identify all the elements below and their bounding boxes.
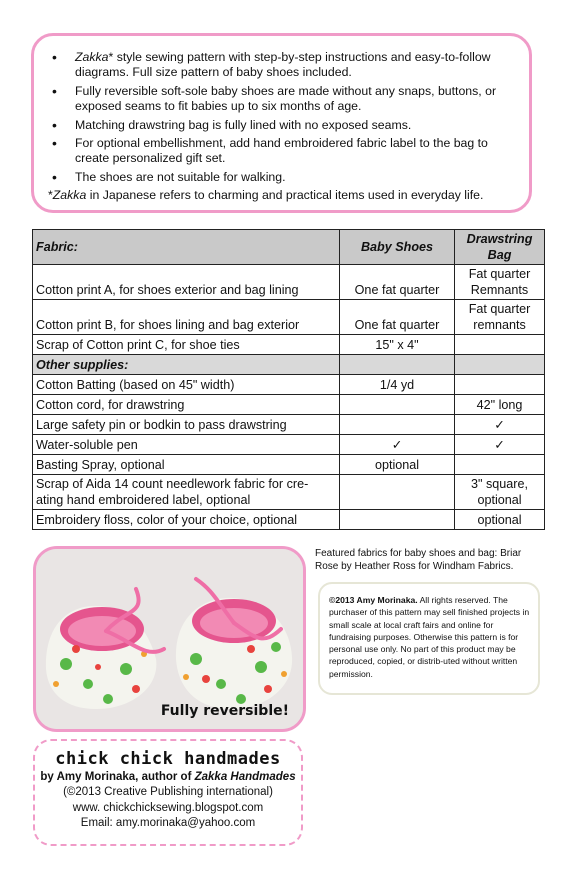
author-line: by Amy Morinaka, author of Zakka Handmades (40, 771, 296, 783)
feature-item: • The shoes are not suitable for walking. (48, 170, 513, 185)
header-baby-shoes: Baby Shoes (340, 230, 455, 265)
baby-shoes-photo (33, 546, 306, 732)
checkmark-icon: ✓ (340, 435, 455, 455)
features-list (48, 50, 513, 185)
baby-shoes-illustration (36, 549, 303, 729)
table-header-row (33, 230, 545, 265)
supplies-table (32, 229, 545, 530)
table-section-row (33, 355, 545, 375)
table-row: Cotton print A, for shoes exterior and bag lining One fat quarter Fat quarter Remnants (33, 265, 545, 300)
table-row: Scrap of Aida 14 count needlework fabric for cre- ating hand embroidered label, optional 3" square, optional (33, 475, 545, 510)
table-row: Basting Spray, optional optional (33, 455, 545, 475)
features-box (31, 33, 532, 213)
feature-item: • For optional embellishment, add hand embroidered fabric label to the bag to create personalized gift set. (48, 136, 513, 167)
checkmark-icon: ✓ (455, 415, 545, 435)
table-row: Cotton print B, for shoes lining and bag exterior One fat quarter Fat quarter remnants (33, 300, 545, 335)
checkmark-icon: ✓ (455, 435, 545, 455)
email-link[interactable]: Email: amy.morinaka@yahoo.com (80, 817, 256, 829)
zakka-footnote: *Zakka in Japanese refers to charming and practical items used in everyday life. (48, 188, 484, 203)
feature-item: • Fully reversible soft-sole baby shoes are made without any snaps, buttons, or exposed seams to fit babies up to six months of age. (48, 84, 513, 115)
website-link[interactable]: www. chickchicksewing.blogspot.com (72, 801, 264, 814)
copyright-box: ©2013 Amy Morinaka. All rights reserved. The purchaser of this pattern may sell finished projects in small scale at local craft fairs and online for fundraising purposes. Otherwise this pattern is for personal use only. No part of this product may be reproduced, copied, or distrib-uted without written permission. (318, 582, 540, 695)
brand-box (33, 739, 303, 846)
table-row: Cotton cord, for drawstring 42" long (33, 395, 545, 415)
table-row: Scrap of Cotton print C, for shoe ties 15" x 4" (33, 335, 545, 355)
feature-item: • Matching drawstring bag is fully lined with no exposed seams. (48, 118, 513, 133)
section-other-supplies: Other supplies: (33, 355, 340, 375)
header-drawstring-bag: Drawstring Bag (455, 230, 545, 265)
publisher-line: (©2013 Creative Publishing international) (63, 786, 273, 798)
table-row: Water-soluble pen ✓ ✓ (33, 435, 545, 455)
table-row: Embroidery floss, color of your choice, optional optional (33, 510, 545, 530)
table-row: Cotton Batting (based on 45" width) 1/4 yd (33, 375, 545, 395)
brand-title: chick chick handmades (55, 749, 281, 769)
featured-fabrics-note: Featured fabrics for baby shoes and bag: Briar Rose by Heather Ross for Windham Fabrics. (315, 548, 522, 572)
header-fabric: Fabric: (33, 230, 340, 265)
table-row: Large safety pin or bodkin to pass drawstring ✓ (33, 415, 545, 435)
feature-item: • Zakka* style sewing pattern with step-by-step instructions and easy-to-follow diagrams. Full size pattern of baby shoes included. (48, 50, 513, 81)
photo-caption: Fully reversible! (160, 703, 289, 719)
